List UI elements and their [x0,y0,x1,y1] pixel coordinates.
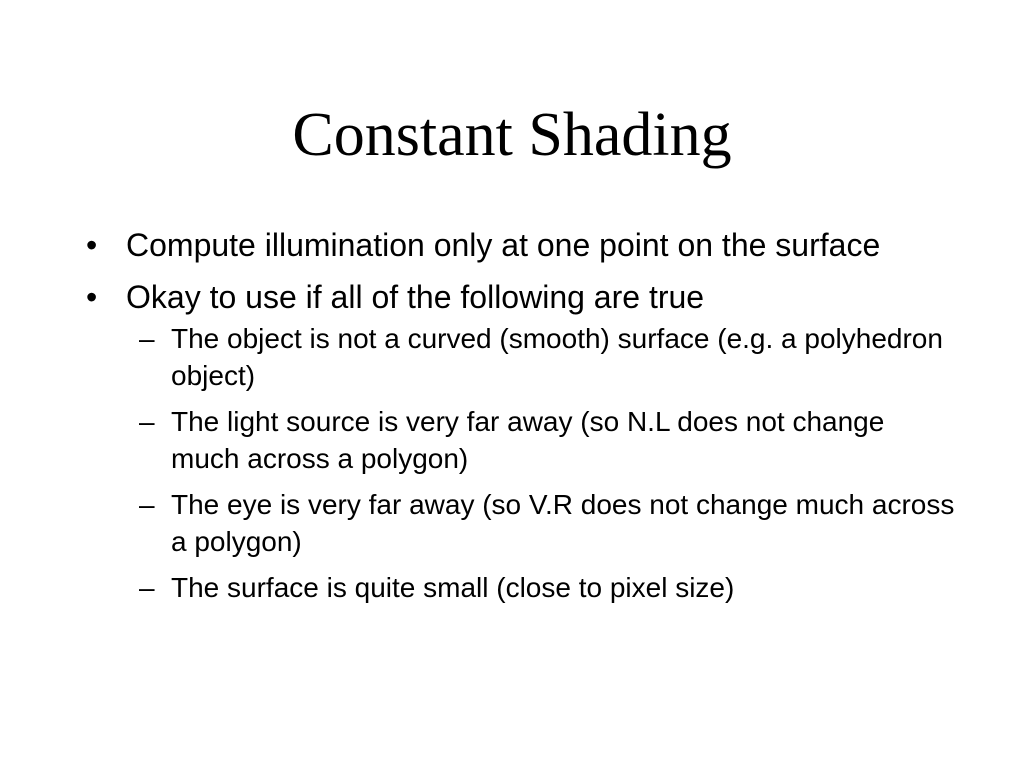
sub-bullet-list [126,320,960,606]
sub-bullet-text: The object is not a curved (smooth) surface (e.g. a polyhedron object) [171,323,943,391]
sub-bullet-item [126,403,960,477]
slide-title: Constant Shading [292,101,732,169]
bullet-marker: • [86,279,98,315]
bullet-text: Okay to use if all of the following are true [126,279,705,315]
bullet-item [80,276,960,606]
sub-bullet-text: The eye is very far away (so V.R does not change much across a polygon) [171,489,955,557]
dash-marker: – [139,406,155,437]
bullet-item [80,224,960,266]
dash-marker: – [139,489,155,520]
sub-bullet-item [126,569,960,606]
bullet-list [80,224,960,616]
sub-bullet-item [126,320,960,394]
dash-marker: – [139,572,155,603]
sub-bullet-item [126,486,960,560]
bullet-text: Compute illumination only at one point on the surface [126,227,881,263]
sub-bullet-text: The light source is very far away (so N.L does not change much across a polygon) [171,406,885,474]
bullet-marker: • [86,227,98,263]
dash-marker: – [139,323,155,354]
sub-bullet-text: The surface is quite small (close to pixel size) [171,572,735,603]
